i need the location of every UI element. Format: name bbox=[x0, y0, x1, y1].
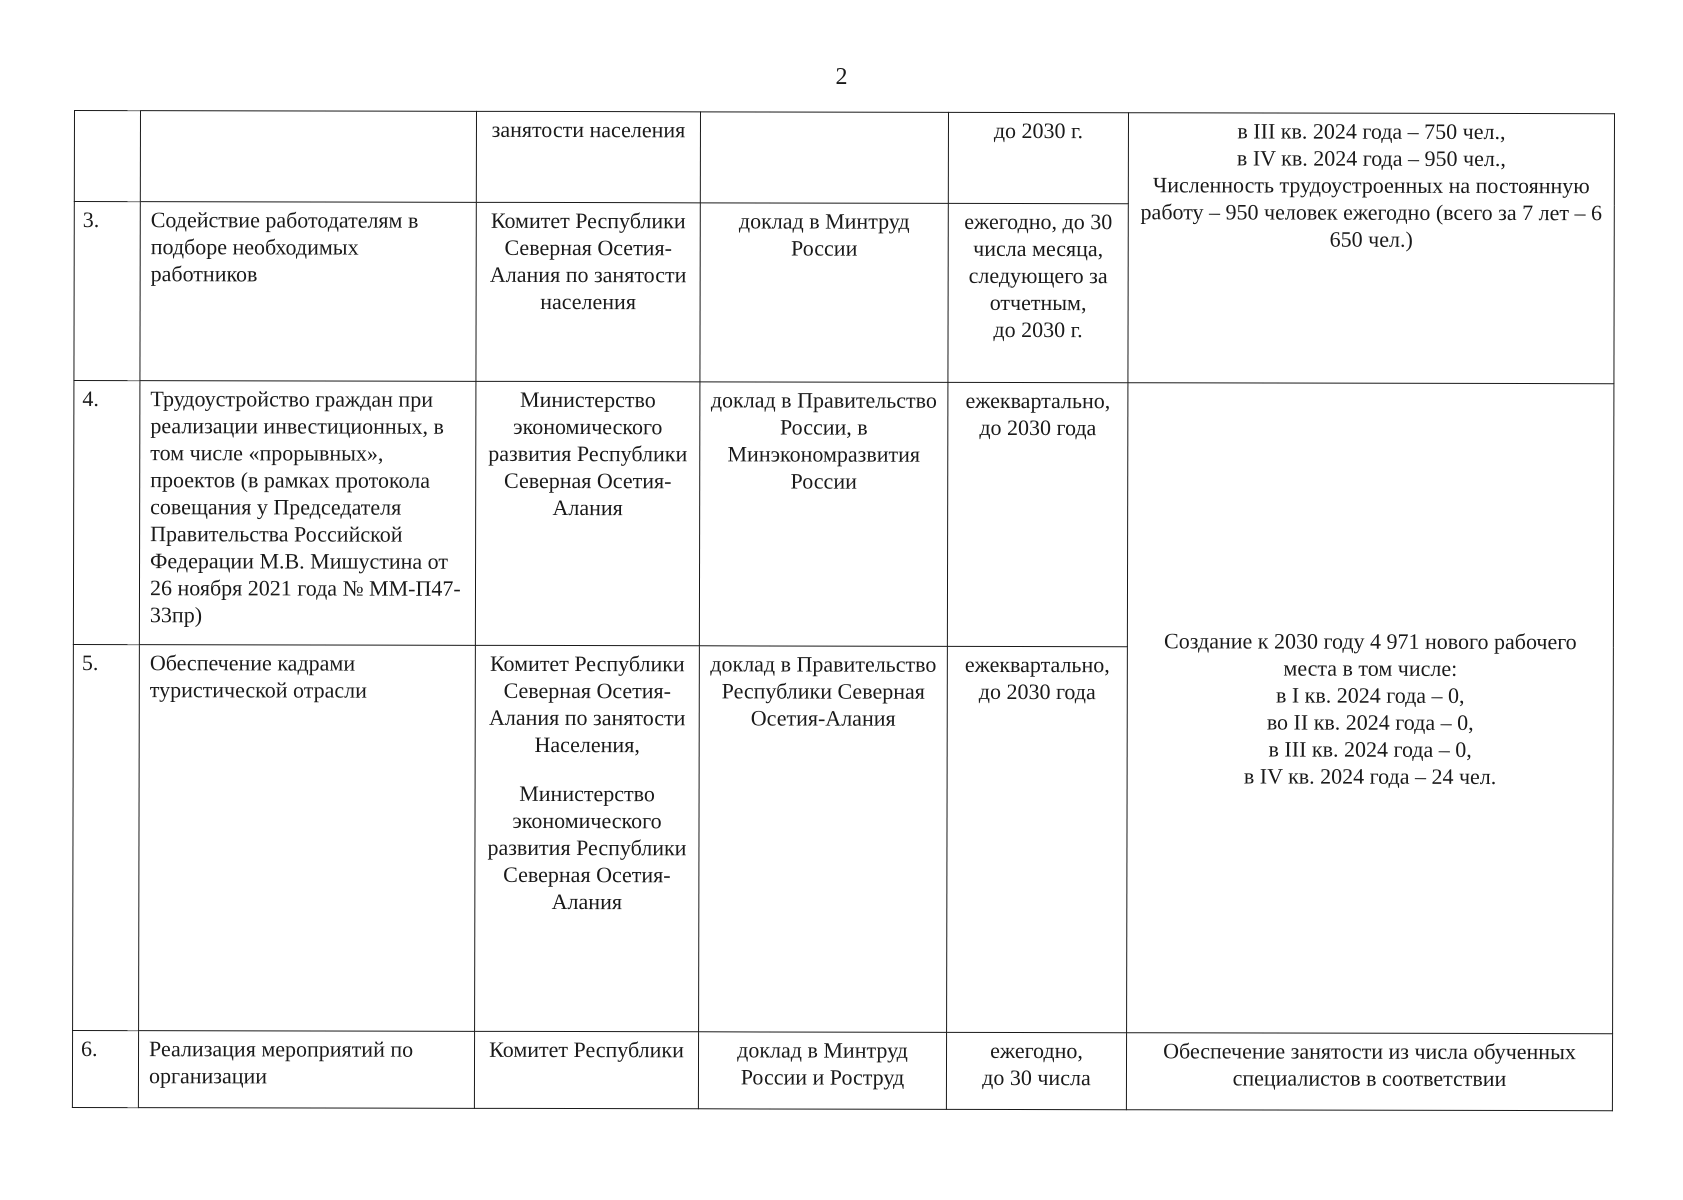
measure-cell: Содействие работодателям в подборе необходимых работников bbox=[140, 202, 476, 381]
deadline-text: ежегодно, до 30 числа месяца, следующего за отчетным, bbox=[964, 209, 1113, 316]
report-cell: доклад в Минтруд России bbox=[700, 203, 948, 382]
executor-text: Министерство экономического развития Республики Северная Осетия-Алания bbox=[487, 780, 687, 914]
row-number-cell: 6. bbox=[72, 1031, 138, 1108]
executor-cell: Комитет Республики bbox=[474, 1031, 698, 1108]
report-cell: доклад в Минтруд России и Роструд bbox=[698, 1032, 946, 1109]
measure-cell: Трудоустройство граждан при реализации инвестиционных, в том числе «прорывных», проектов (в рамках протокола совещания у Председателя Правительства Российской Федерации М.В. Мишустина от 26 ноября 2021 года № ММ-П47-33пр) bbox=[139, 381, 476, 645]
result-line: в III кв. 2024 года – 750 чел., bbox=[1237, 118, 1506, 144]
executor-cell: Комитет Республики Северная Осетия-Алания по занятости населения bbox=[476, 203, 700, 382]
result-line: Численность трудоустроенных на постоянную работу – 950 человек ежегодно (всего за 7 лет – 6 650 чел.) bbox=[1140, 172, 1603, 252]
executor-cell bbox=[475, 645, 700, 1032]
deadline-cell: ежеквартально, до 2030 года bbox=[947, 382, 1128, 646]
measure-cell bbox=[140, 111, 476, 203]
page-number: 2 bbox=[835, 64, 848, 90]
row-number-cell: 3. bbox=[74, 202, 140, 381]
measures-table bbox=[72, 110, 1615, 1111]
deadline-cell bbox=[946, 1032, 1126, 1109]
deadline-text: ежегодно, bbox=[990, 1038, 1083, 1064]
measure-cell: Реализация мероприятий по организации bbox=[138, 1031, 474, 1109]
deadline-cell bbox=[948, 204, 1128, 383]
report-cell: доклад в Правительство России, в Минэкономразвития России bbox=[699, 382, 948, 646]
report-cell: доклад в Правительство Республики Северная Осетия-Алания bbox=[699, 646, 948, 1033]
result-cell bbox=[1128, 113, 1615, 384]
measure-cell: Обеспечение кадрами туристической отрасли bbox=[139, 644, 476, 1031]
result-cell: Обеспечение занятости из числа обученных специалистов в соответствии bbox=[1126, 1033, 1612, 1111]
result-line: в IV кв. 2024 года – 24 чел. bbox=[1243, 763, 1497, 789]
result-line: Создание к 2030 году 4 971 нового рабочего места в том числе: bbox=[1164, 627, 1577, 681]
result-line: во II кв. 2024 года – 0, bbox=[1266, 709, 1474, 735]
deadline-cell: ежеквартально, до 2030 года bbox=[947, 646, 1128, 1033]
executor-cell: Министерство экономического развития Республики Северная Осетия-Алания bbox=[475, 381, 700, 645]
deadline-cell: до 2030 г. bbox=[948, 112, 1128, 204]
row-number-cell: 5. bbox=[73, 644, 140, 1030]
deadline-text: до 30 числа bbox=[982, 1065, 1091, 1091]
deadline-text: до 2030 г. bbox=[993, 317, 1083, 343]
executor-cell: занятости населения bbox=[476, 111, 700, 203]
table-row bbox=[73, 381, 1614, 648]
table-row bbox=[74, 111, 1614, 206]
result-cell bbox=[1127, 383, 1614, 1034]
result-line: в I кв. 2024 года – 0, bbox=[1275, 682, 1465, 708]
result-line: в III кв. 2024 года – 0, bbox=[1268, 736, 1472, 762]
executor-text: Комитет Республики Северная Осетия-Алания по занятости Населения, bbox=[488, 650, 686, 757]
row-number-cell: 4. bbox=[73, 381, 140, 645]
result-line: в IV кв. 2024 года – 950 чел., bbox=[1236, 145, 1506, 171]
report-cell bbox=[700, 112, 948, 204]
row-number-cell bbox=[74, 111, 140, 203]
table-row bbox=[72, 1031, 1612, 1111]
